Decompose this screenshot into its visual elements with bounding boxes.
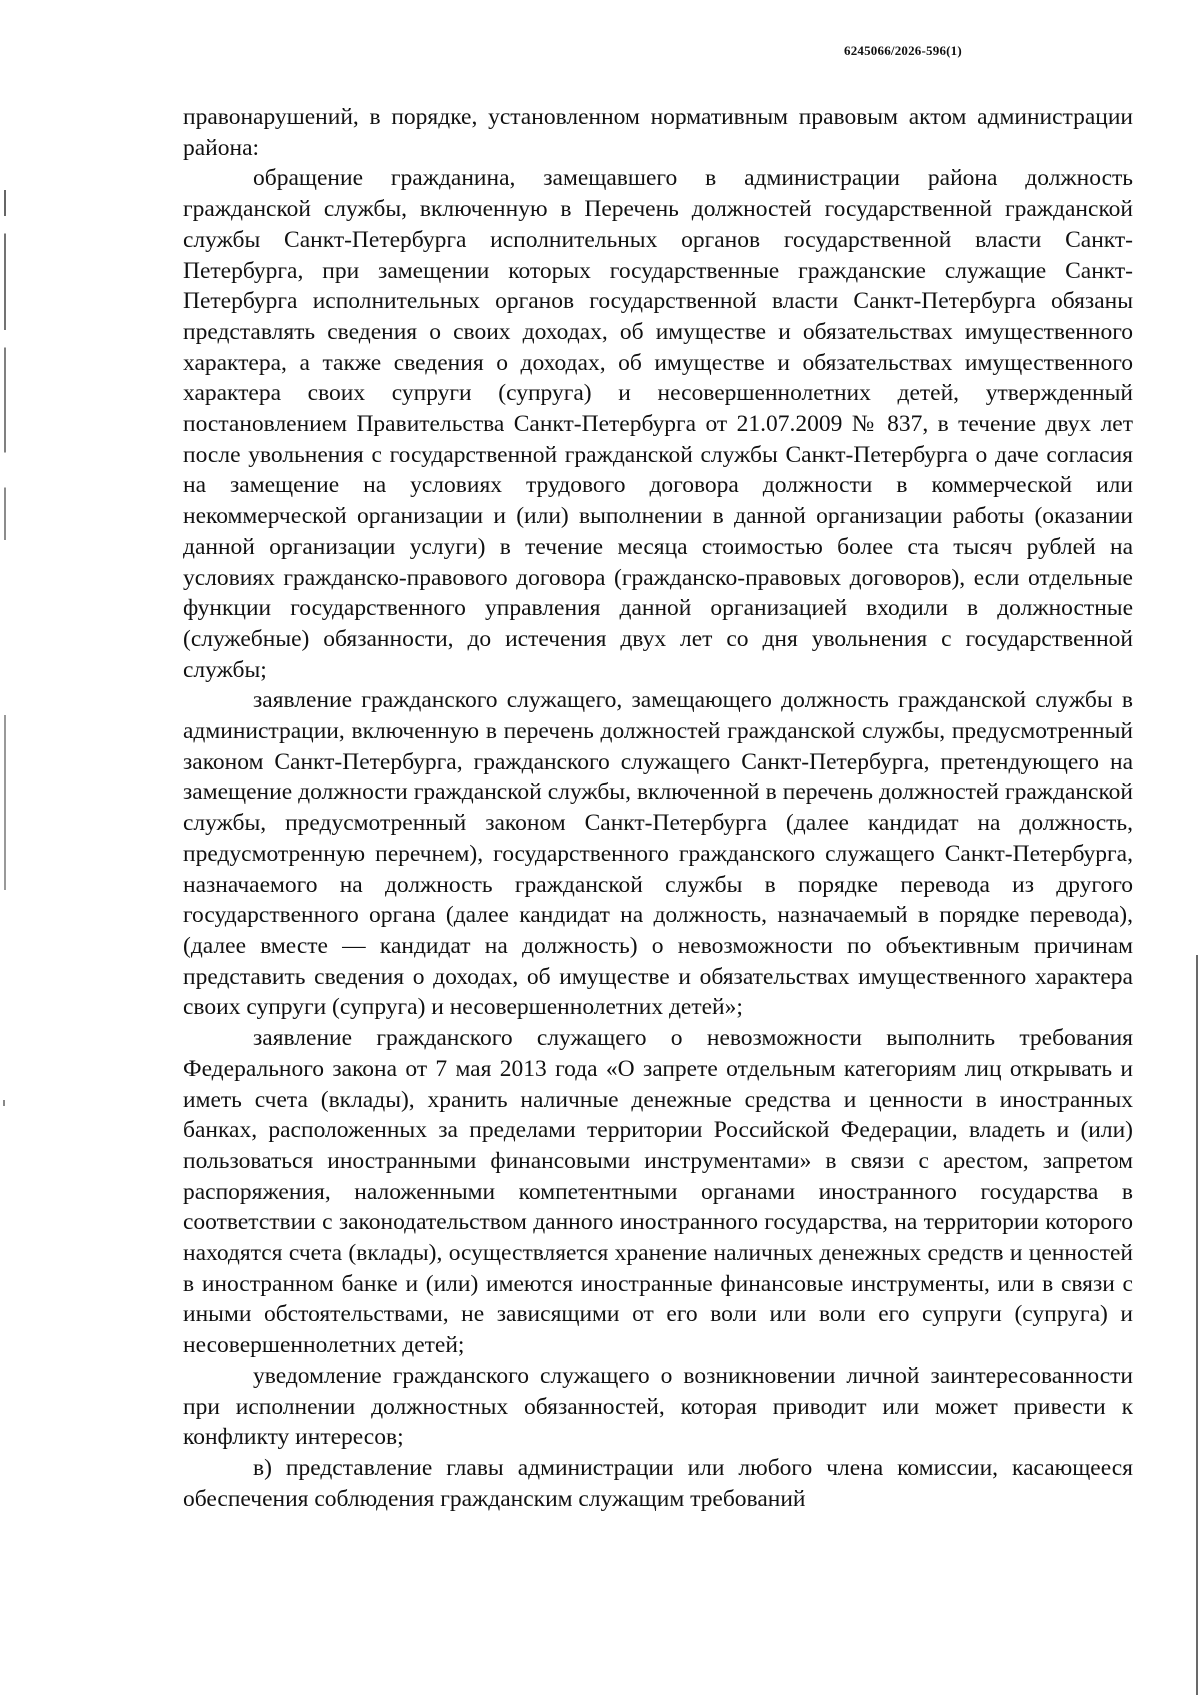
paragraph-item-v: в) представление главы администрации или любого члена комиссии, касающееся обеспечения соблюдения гражданским служащим требований	[183, 1454, 1133, 1512]
scan-edge-artifact-left	[4, 190, 6, 1065]
paragraph-conflict-notification: уведомление гражданского служащего о возникновении личной заинтересованности при исполнении должностных обязанностей, которая приводит или может привести к конфликту интересов;	[183, 1362, 1133, 1451]
scan-speck	[3, 1100, 5, 1106]
paragraph-servant-statement-foreign-accounts: заявление гражданского служащего о невозможности выполнить требования Федерального закона от 7 мая 2013 года «О запрете отдельным категориям лиц открывать и иметь счета (вклады), хранить наличные денежные средства и ценности в иностранных банках, расположенных за пределами территории Российской Федерации, владеть и (или) пользоваться иностранными финансовыми инструментами» в связи с арестом, запретом распоряжения, наложенными компетентными органами иностранного государства в соответствии с законодательством данного иностранного государства, на территории которого находятся счета (вклады), осуществляется хранение наличных денежных средств и ценностей в иностранном банке и (или) имеются иностранные финансовые инструменты, или в связи с иными обстоятельствами, не зависящими от его воли или воли его супруги (супруга) и несовершеннолетних детей;	[183, 1025, 1133, 1359]
paragraph-servant-statement-income: заявление гражданского служащего, замещающего должность гражданской службы в администрации, включенную в перечень должностей гражданской службы, предусмотренный законом Санкт-Петербурга, гражданского служащего Санкт-Петербурга, претендующего на замещение должности гражданской службы, включенной в перечень должностей гражданской службы, предусмотренный законом Санкт-Петербурга (далее кандидат на должность, предусмотренную перечнем), государственного гражданского служащего Санкт-Петербурга, назначаемого на должность гражданской службы в порядке перевода из другого государственного органа (далее кандидат на должность, назначаемый в порядке перевода), (далее вместе — кандидат на должность) о невозможности по объективным причинам представить сведения о доходах, об имуществе и обязательствах имущественного характера своих супруги (супруга) и несовершеннолетних детей»;	[183, 687, 1133, 1021]
scan-edge-artifact-right	[1196, 955, 1198, 1695]
document-number: 6245066/2026-596(1)	[844, 43, 962, 58]
document-body	[183, 102, 1133, 1514]
paragraph-continuation: правонарушений, в порядке, установленном нормативным правовым актом администрации района:	[183, 104, 1133, 161]
paragraph-citizen-appeal: обращение гражданина, замещавшего в администрации района должность гражданской службы, включенную в Перечень должностей государственной гражданской службы Санкт-Петербурга исполнительных органов государственной власти Санкт-Петербурга, при замещении которых государственные гражданские служащие Санкт-Петербурга исполнительных органов государственной власти Санкт-Петербурга обязаны представлять сведения о своих доходах, об имуществе и обязательствах имущественного характера, а также сведения о доходах, об имуществе и обязательствах имущественного характера своих супруги (супруга) и несовершеннолетних детей, утвержденный постановлением Правительства Санкт-Петербурга от 21.07.2009 № 837, в течение двух лет после увольнения с государственной гражданской службы Санкт-Петербурга о даче согласия на замещение на условиях трудового договора должности в коммерческой или некоммерческой организации и (или) выполнении в данной организации работы (оказании данной организации услуги) в течение месяца стоимостью более ста тысяч рублей на условиях гражданско-правового договора (гражданско-правовых договоров), если отдельные функции государственного управления данной организацией входили в должностные (служебные) обязанности, до истечения двух лет со дня увольнения с государственной службы;	[183, 165, 1133, 683]
